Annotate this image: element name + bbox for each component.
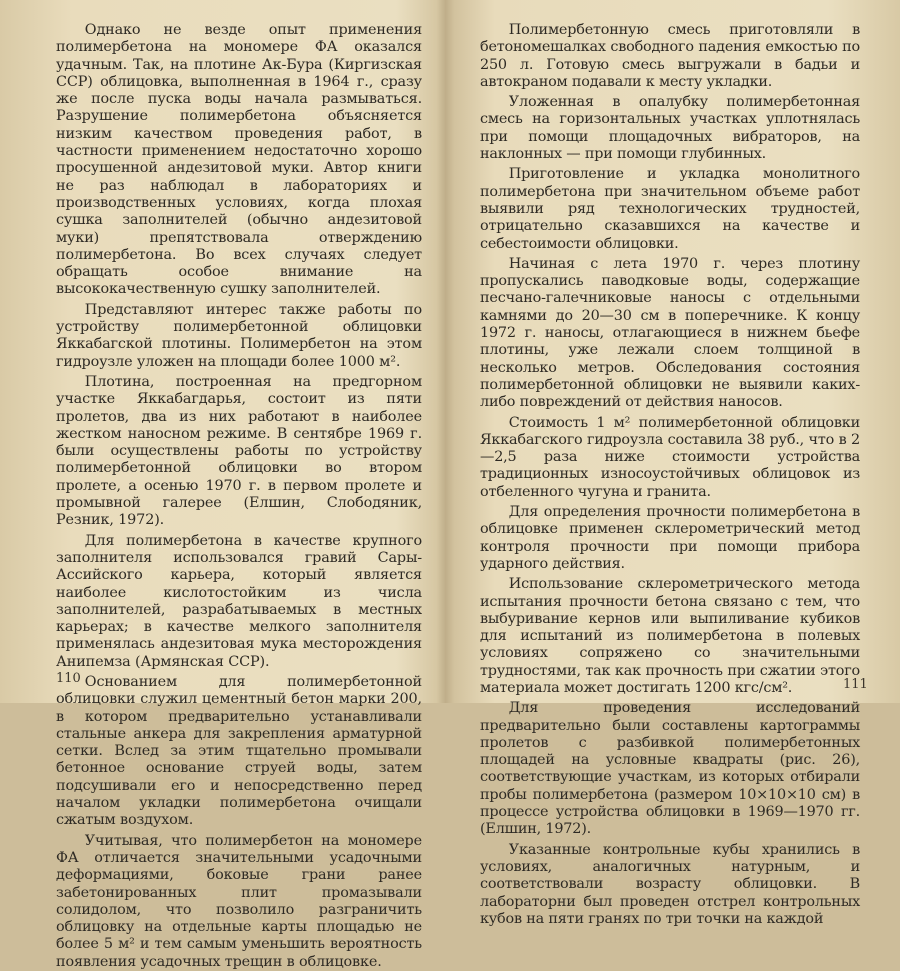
paragraph: Для определения прочности полимербетона в облицовке применен склерометрический метод контроля прочности при помощи прибора ударного действия. (480, 504, 860, 572)
right-page (480, 22, 860, 927)
paragraph: Указанные контрольные кубы хранились в условиях, аналогичных натурным, и соответствовали возрасту облицовки. В лабораторни был проведен отстрел контрольных кубов на пяти гранях по три точки на каждой (480, 841, 860, 927)
paragraph: Приготовление и укладка монолитного полимербетона при значительном объеме работ выявили ряд технологических трудностей, отрицательно сказавшихся на качестве и себестоимости облицовки. (480, 166, 860, 252)
paragraph: Учитывая, что полимербетон на мономере ФА отличается значительными усадочными деформациями, боковые грани ранее забетонированных плит промазывали солидолом, что позволило разграничить облицовку на отдельные карты площадью не более 5 м² и тем самым уменьшить вероятность появления усадочных трещин в облицовке. (56, 832, 422, 970)
paragraph: Уложенная в опалубку полимербетонная смесь на горизонтальных участках уплотнялась при помощи площадочных вибраторов, на наклонных — при помощи глубинных. (480, 94, 860, 163)
paragraph: Плотина, построенная на предгорном участке Яккабагдарья, состоит из пяти пролетов, два из них работают в наиболее жестком наносном режиме. В сентябре 1969 г. были осуществлены работы по устройству полимербетонной облицовки во втором пролете, а осенью 1970 г. в первом пролете и промывной галерее (Елшин, Слободяник, Резник, 1972). (56, 373, 422, 529)
paragraph: Основанием для полимербетонной облицовки служил цементный бетон марки 200, в котором предварительно устанавливали стальные анкера для закрепления арматурной сетки. Вслед за этим тщательно промывали бетонное основание струей воды, затем подсушивали его и непосредственно перед началом укладки полимербетона очищали сжатым воздухом. (56, 673, 422, 829)
paragraph: Представляют интерес также работы по устройству полимербетонной облицовки Яккабагской плотины. Полимербетон на этом гидроузле уложен на площади более 1000 м². (56, 301, 422, 370)
paragraph: Однако не везде опыт применения полимербетона на мономере ФА оказался удачным. Так, на плотине Ак-Бура (Киргизская ССР) облицовка, выполненная в 1964 г., сразу же после пуска воды начала размываться. Разрушение полимербетона объясняется низким качеством проведения работ, в частности применением недостаточно хорошо просушенной андезитовой муки. Автор книги не раз наблюдал в лабораториях и производственных условиях, когда плохая сушка заполнителей (обычно андезитовой муки) препятствовала отверждению полимербетона. Во всех случаях следует обращать особое внимание на высококачественную сушку заполнителей. (56, 22, 422, 298)
paragraph: Для полимербетона в качестве крупного заполнителя использовался гравий Сары-Ассийского карьера, который является наиболее кислотостойким из числа заполнителей, разрабатываемых в местных карьерах; в качестве мелкого заполнителя применялась андезитовая мука месторождения Анипемза (Армянская ССР). (56, 532, 422, 670)
paragraph: Начиная с лета 1970 г. через плотину пропускались паводковые воды, содержащие песчано-галечниковые наносы с отдельными камнями до 20—30 см в поперечнике. К концу 1972 г. наносы, отлагающиеся в нижнем бьефе плотины, уже лежали слоем толщиной в несколько метров. Обследования состояния полимербетонной облицовки не выявили каких-либо повреждений от действия наносов. (480, 255, 860, 411)
paragraph: Полимербетонную смесь приготовляли в бетономешалках свободного падения емкостью по 250 л. Готовую смесь выгружали в бадьи и автокраном подавали к месту укладки. (480, 22, 860, 90)
paragraph: Для проведения исследований предварительно были составлены картограммы пролетов с разбивкой полимербетонных площадей на условные квадраты (рис. 26), соответствующие участкам, из которых отбирали пробы полимербетона (размером 10×10×10 см) в процессе устройства облицовки в 1969—1970 гг. (Елшин, 1972). (480, 700, 860, 838)
left-page (56, 22, 422, 970)
paragraph: Стоимость 1 м² полимербетонной облицовки Яккабагского гидроузла составила 38 руб., что в 2—2,5 раза ниже стоимости устройства традиционных износоустойчивых облицовок из отбеленного чугуна и гранита. (480, 414, 860, 500)
page-number-right: 111 (843, 677, 868, 692)
paragraph: Использование склерометрического метода испытания прочности бетона связано с тем, что выбуривание кернов или выпиливание кубиков для испытаний из полимербетона в полевых условиях сопряжено со значительными трудностями, так как прочность при сжатии этого материала может достигать 1200 кгс/см². (480, 576, 860, 696)
page-number-left: 110 (56, 671, 81, 686)
